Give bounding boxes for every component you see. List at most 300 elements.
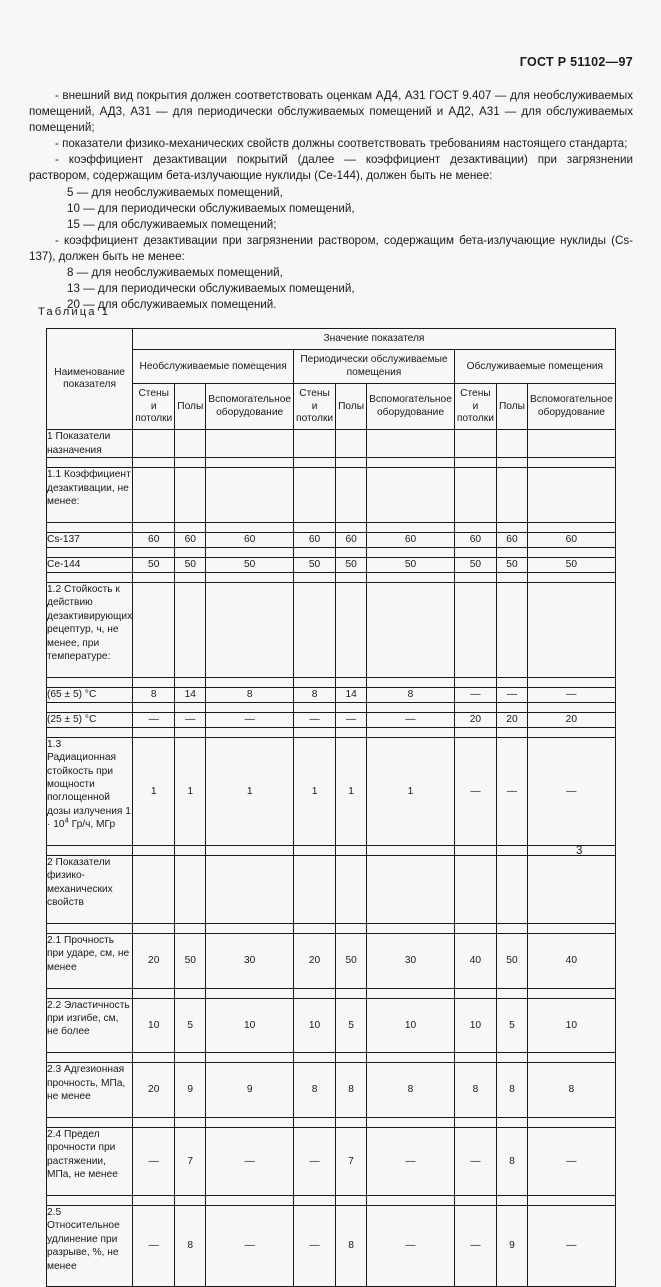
spacer-cell: [496, 1195, 527, 1205]
row-label: 2.4 Предел прочности при растяжении, МПа, не менее: [47, 1127, 133, 1195]
spacer-cell: [294, 547, 336, 557]
row-value: —: [527, 687, 615, 702]
row-value: 60: [367, 532, 455, 547]
row-value: [133, 582, 175, 677]
spacer-cell: [175, 845, 206, 855]
spacer-cell: [133, 1117, 175, 1127]
spacer-cell: [527, 677, 615, 687]
row-value: [294, 582, 336, 677]
spacer-cell: [175, 1195, 206, 1205]
row-value: 7: [336, 1127, 367, 1195]
spacer-cell: [336, 547, 367, 557]
row-value: 9: [206, 1063, 294, 1118]
row-value: 8: [336, 1205, 367, 1286]
table-row: [47, 1127, 616, 1195]
spacer-cell: [175, 924, 206, 934]
row-value: —: [133, 1205, 175, 1286]
spacer-cell: [527, 1053, 615, 1063]
row-value: 9: [175, 1063, 206, 1118]
spacer-cell: [527, 1117, 615, 1127]
row-label: 2.3 Адгезионная прочность, МПа, не менее: [47, 1063, 133, 1118]
spacer-cell: [47, 845, 133, 855]
spacer-cell: [496, 547, 527, 557]
spacer-cell: [336, 1195, 367, 1205]
row-value: [206, 430, 294, 458]
table-row: [47, 557, 616, 572]
header-group-periodic: Периодически обслуживаемые помещения: [294, 350, 455, 384]
row-value: 50: [367, 557, 455, 572]
row-value: 5: [175, 998, 206, 1053]
table-caption: Таблица 1: [38, 306, 111, 318]
spacer-cell: [175, 458, 206, 468]
spacer-cell: [367, 572, 455, 582]
table-row: [47, 934, 616, 989]
spacer-cell: [206, 522, 294, 532]
spacer-cell: [47, 924, 133, 934]
spacer-cell: [175, 702, 206, 712]
spacer-cell: [367, 458, 455, 468]
table-spacer-row: [47, 547, 616, 557]
spacer-cell: [206, 1195, 294, 1205]
row-value: [133, 855, 175, 923]
row-value: 8: [175, 1205, 206, 1286]
table-spacer-row: [47, 924, 616, 934]
row-value: [294, 430, 336, 458]
row-value: 50: [454, 557, 496, 572]
row-value: 14: [175, 687, 206, 702]
row-value: 10: [367, 998, 455, 1053]
list-item-ce144-5: 5 — для необслуживаемых помещений,: [67, 185, 283, 199]
row-value: —: [496, 737, 527, 845]
row-value: 9: [496, 1205, 527, 1286]
row-value: [454, 430, 496, 458]
row-value: 60: [527, 532, 615, 547]
list-item-ce144-15: 15 — для обслуживаемых помещений;: [67, 217, 277, 231]
row-value: [175, 582, 206, 677]
list-item-ce144-10: 10 — для периодически обслуживаемых помещений,: [67, 201, 355, 215]
row-value: 1: [133, 737, 175, 845]
row-value: 8: [133, 687, 175, 702]
spacer-cell: [47, 988, 133, 998]
spacer-cell: [294, 988, 336, 998]
spacer-cell: [294, 572, 336, 582]
row-value: 50: [496, 934, 527, 989]
spacer-cell: [336, 924, 367, 934]
spacer-cell: [294, 1195, 336, 1205]
row-value: [496, 855, 527, 923]
row-label: Ce-144: [47, 557, 133, 572]
spacer-cell: [454, 572, 496, 582]
row-value: [206, 582, 294, 677]
row-value: 20: [496, 712, 527, 727]
spacer-cell: [175, 547, 206, 557]
standard-reference-header: ГОСТ Р 51102—97: [519, 55, 633, 69]
row-value: [336, 430, 367, 458]
row-value: [133, 468, 175, 523]
row-value: —: [367, 1205, 455, 1286]
row-label: 2.1 Прочность при ударе, см, не менее: [47, 934, 133, 989]
row-value: 20: [133, 1063, 175, 1118]
spacer-cell: [206, 727, 294, 737]
spacer-cell: [206, 988, 294, 998]
spacer-cell: [367, 727, 455, 737]
list-item-cs137-8: 8 — для необслуживаемых помещений,: [67, 266, 283, 280]
row-label: 1.3 Радиационная стойкость при мощности поглощенной дозы излучения $1 \cdot 10^4$ Гр/ч, МГр: [47, 737, 133, 845]
table-spacer-row: [47, 572, 616, 582]
spacer-cell: [336, 702, 367, 712]
spacer-cell: [133, 702, 175, 712]
spacer-cell: [527, 458, 615, 468]
spacer-cell: [454, 924, 496, 934]
header-group-unserviced: Необслуживаемые помещения: [133, 350, 294, 384]
spacer-cell: [133, 1053, 175, 1063]
spacer-cell: [367, 677, 455, 687]
row-value: —: [527, 737, 615, 845]
spacer-cell: [294, 924, 336, 934]
spacer-cell: [527, 572, 615, 582]
spacer-cell: [206, 458, 294, 468]
row-label: 2 Показатели физико-механических свойств: [47, 855, 133, 923]
table-row: [47, 737, 616, 845]
spacer-cell: [454, 702, 496, 712]
row-value: 50: [175, 934, 206, 989]
header-sub-floors-2: Полы: [336, 384, 367, 430]
spacer-cell: [294, 458, 336, 468]
table-row: [47, 712, 616, 727]
spacer-cell: [496, 924, 527, 934]
spacer-cell: [175, 1117, 206, 1127]
table-row: [47, 687, 616, 702]
spacer-cell: [336, 1053, 367, 1063]
spacer-cell: [47, 677, 133, 687]
row-value: —: [294, 712, 336, 727]
spacer-cell: [367, 547, 455, 557]
row-value: 20: [294, 934, 336, 989]
page-number: 3: [576, 845, 583, 857]
table-row: [47, 855, 616, 923]
row-value: 50: [336, 557, 367, 572]
table-header: [47, 329, 616, 430]
row-value: 40: [454, 934, 496, 989]
row-value: 8: [527, 1063, 615, 1118]
spacer-cell: [454, 547, 496, 557]
spacer-cell: [294, 522, 336, 532]
table-row: [47, 1063, 616, 1118]
row-value: —: [206, 712, 294, 727]
table-row: [47, 998, 616, 1053]
row-value: [175, 468, 206, 523]
spacer-cell: [454, 1117, 496, 1127]
table-spacer-row: [47, 1117, 616, 1127]
paragraph-appearance: - внешний вид покрытия должен соответствовать оценкам АД4, А31 ГОСТ 9.407 — для необслуживаемых помещений, АД3, А31 — для периодически обслуживаемых помещений и АД2, А31 — для обслуживаемых помещений;: [29, 89, 633, 135]
header-sub-equipment-1: Вспомогательное оборудование: [206, 384, 294, 430]
row-value: 8: [496, 1063, 527, 1118]
spacer-cell: [336, 727, 367, 737]
spacer-cell: [496, 1053, 527, 1063]
spacer-cell: [527, 547, 615, 557]
row-value: [367, 468, 455, 523]
table-header-row-3: [47, 384, 616, 430]
header-sub-walls-3: Стены и потолки: [454, 384, 496, 430]
body-text-block: [29, 88, 633, 313]
spacer-cell: [294, 845, 336, 855]
table-row: [47, 582, 616, 677]
spacer-cell: [496, 677, 527, 687]
row-value: 60: [175, 532, 206, 547]
spacer-cell: [47, 522, 133, 532]
row-value: [454, 855, 496, 923]
row-value: —: [206, 1127, 294, 1195]
spacer-cell: [527, 924, 615, 934]
table-row: [47, 1205, 616, 1286]
spacer-cell: [206, 547, 294, 557]
spacer-cell: [367, 1195, 455, 1205]
spacer-cell: [367, 1053, 455, 1063]
row-value: 8: [367, 1063, 455, 1118]
row-label: 1 Показатели назначения: [47, 430, 133, 458]
spacer-cell: [454, 845, 496, 855]
spacer-cell: [206, 1117, 294, 1127]
spacer-cell: [133, 547, 175, 557]
spacer-cell: [133, 988, 175, 998]
spacer-cell: [527, 845, 615, 855]
paragraph-decontamination-cs137: - коэффициент дезактивации при загрязнении раствором, содержащим бета-излучающие нуклиды (Cs-137), должен быть не менее:: [29, 233, 633, 263]
spacer-cell: [47, 547, 133, 557]
spacer-cell: [454, 988, 496, 998]
row-value: [496, 582, 527, 677]
row-value: [527, 468, 615, 523]
spacer-cell: [294, 1053, 336, 1063]
spacer-cell: [367, 988, 455, 998]
header-sub-walls-1: Стены и потолки: [133, 384, 175, 430]
paragraph-mechanical: - показатели физико-механических свойств должны соответствовать требованиям настоящего стандарта;: [55, 137, 628, 151]
specification-table: [46, 328, 616, 1287]
spacer-cell: [336, 522, 367, 532]
spacer-cell: [294, 727, 336, 737]
row-value: 8: [367, 687, 455, 702]
spacer-cell: [336, 458, 367, 468]
row-value: [527, 430, 615, 458]
spacer-cell: [336, 677, 367, 687]
row-value: [496, 468, 527, 523]
spacer-cell: [496, 458, 527, 468]
row-value: 50: [133, 557, 175, 572]
spacer-cell: [496, 727, 527, 737]
row-value: 50: [206, 557, 294, 572]
table-spacer-row: [47, 458, 616, 468]
spacer-cell: [47, 727, 133, 737]
spacer-cell: [454, 522, 496, 532]
spacer-cell: [133, 845, 175, 855]
row-value: [336, 582, 367, 677]
row-value: 60: [133, 532, 175, 547]
header-indicator-name: Наименование показателя: [47, 329, 133, 430]
row-value: 60: [294, 532, 336, 547]
row-value: 60: [206, 532, 294, 547]
spacer-cell: [336, 988, 367, 998]
header-group-serviced: Обслуживаемые помещения: [454, 350, 615, 384]
spacer-cell: [175, 572, 206, 582]
spacer-cell: [133, 727, 175, 737]
spacer-cell: [175, 727, 206, 737]
row-value: [367, 582, 455, 677]
table-header-row-1: [47, 329, 616, 350]
spacer-cell: [367, 702, 455, 712]
row-value: —: [496, 687, 527, 702]
row-value: 20: [454, 712, 496, 727]
spacer-cell: [496, 845, 527, 855]
spacer-cell: [206, 702, 294, 712]
spacer-cell: [133, 572, 175, 582]
row-value: 20: [527, 712, 615, 727]
row-value: 50: [527, 557, 615, 572]
row-value: 1: [206, 737, 294, 845]
spacer-cell: [206, 1053, 294, 1063]
row-value: [527, 582, 615, 677]
header-sub-walls-2: Стены и потолки: [294, 384, 336, 430]
row-label: Cs-137: [47, 532, 133, 547]
row-value: [454, 468, 496, 523]
row-value: 10: [294, 998, 336, 1053]
row-value: [454, 582, 496, 677]
spacer-cell: [47, 1195, 133, 1205]
spacer-cell: [133, 1195, 175, 1205]
row-value: 60: [496, 532, 527, 547]
row-value: [336, 468, 367, 523]
row-value: 50: [496, 557, 527, 572]
row-value: 10: [133, 998, 175, 1053]
row-value: 5: [336, 998, 367, 1053]
header-sub-equipment-2: Вспомогательное оборудование: [367, 384, 455, 430]
row-value: —: [294, 1127, 336, 1195]
row-value: —: [454, 687, 496, 702]
table-spacer-row: [47, 677, 616, 687]
row-value: [294, 855, 336, 923]
row-value: 8: [294, 1063, 336, 1118]
row-value: 30: [206, 934, 294, 989]
header-sub-floors-1: Полы: [175, 384, 206, 430]
table-spacer-row: [47, 727, 616, 737]
table-body: [47, 430, 616, 1287]
table-spacer-row: [47, 702, 616, 712]
spacer-cell: [206, 924, 294, 934]
header-sub-equipment-3: Вспомогательное оборудование: [527, 384, 615, 430]
spacer-cell: [496, 1117, 527, 1127]
row-value: [175, 430, 206, 458]
row-value: 1: [175, 737, 206, 845]
row-value: —: [294, 1205, 336, 1286]
row-value: [133, 430, 175, 458]
row-value: 7: [175, 1127, 206, 1195]
spacer-cell: [367, 845, 455, 855]
list-item-cs137-20: 20 — для обслуживаемых помещений.: [67, 298, 277, 312]
spacer-cell: [47, 1117, 133, 1127]
row-value: —: [527, 1127, 615, 1195]
row-value: 8: [294, 687, 336, 702]
row-value: 50: [336, 934, 367, 989]
table-header-row-2: [47, 350, 616, 384]
row-value: 8: [336, 1063, 367, 1118]
row-value: 30: [367, 934, 455, 989]
row-value: 60: [336, 532, 367, 547]
row-value: 10: [527, 998, 615, 1053]
spacer-cell: [454, 1053, 496, 1063]
spacer-cell: [206, 572, 294, 582]
header-value-group: Значение показателя: [133, 329, 616, 350]
row-label: 2.2 Эластичность при изгибе, см, не более: [47, 998, 133, 1053]
header-sub-floors-3: Полы: [496, 384, 527, 430]
spacer-cell: [175, 1053, 206, 1063]
table-spacer-row: [47, 1195, 616, 1205]
row-value: —: [133, 1127, 175, 1195]
spacer-cell: [454, 677, 496, 687]
table-spacer-row: [47, 1053, 616, 1063]
spacer-cell: [367, 924, 455, 934]
row-value: —: [133, 712, 175, 727]
row-value: 40: [527, 934, 615, 989]
spacer-cell: [294, 677, 336, 687]
row-label: (65 ± 5) °C: [47, 687, 133, 702]
spacer-cell: [175, 522, 206, 532]
row-value: [367, 430, 455, 458]
spacer-cell: [336, 845, 367, 855]
row-value: 60: [454, 532, 496, 547]
row-value: —: [206, 1205, 294, 1286]
spacer-cell: [294, 1117, 336, 1127]
row-value: —: [454, 737, 496, 845]
spacer-cell: [133, 924, 175, 934]
spacer-cell: [133, 677, 175, 687]
row-value: 1: [294, 737, 336, 845]
spacer-cell: [47, 572, 133, 582]
row-value: 20: [133, 934, 175, 989]
row-value: [175, 855, 206, 923]
row-value: —: [527, 1205, 615, 1286]
row-value: 10: [206, 998, 294, 1053]
spacer-cell: [367, 1117, 455, 1127]
spacer-cell: [496, 988, 527, 998]
spacer-cell: [133, 458, 175, 468]
spacer-cell: [527, 727, 615, 737]
row-value: 1: [336, 737, 367, 845]
table-spacer-row: [47, 988, 616, 998]
row-value: —: [336, 712, 367, 727]
row-value: —: [454, 1205, 496, 1286]
spacer-cell: [294, 702, 336, 712]
spacer-cell: [367, 522, 455, 532]
row-value: —: [454, 1127, 496, 1195]
spacer-cell: [336, 1117, 367, 1127]
row-value: [367, 855, 455, 923]
spacer-cell: [496, 572, 527, 582]
spacer-cell: [133, 522, 175, 532]
table-row: [47, 430, 616, 458]
row-value: —: [367, 1127, 455, 1195]
spacer-cell: [47, 458, 133, 468]
row-value: [294, 468, 336, 523]
row-value: 14: [336, 687, 367, 702]
row-label: (25 ± 5) °C: [47, 712, 133, 727]
table-spacer-row: [47, 845, 616, 855]
list-item-cs137-13: 13 — для периодически обслуживаемых помещений,: [67, 282, 355, 296]
spacer-cell: [206, 845, 294, 855]
row-value: —: [367, 712, 455, 727]
spacer-cell: [206, 677, 294, 687]
row-value: 1: [367, 737, 455, 845]
row-value: 10: [454, 998, 496, 1053]
row-value: 50: [294, 557, 336, 572]
paragraph-decontamination-ce144: - коэффициент дезактивации покрытий (далее — коэффициент дезактивации) при загрязнении раствором, содержащим бета-излучающие нуклиды (Се-144), должен быть не менее:: [29, 153, 633, 183]
